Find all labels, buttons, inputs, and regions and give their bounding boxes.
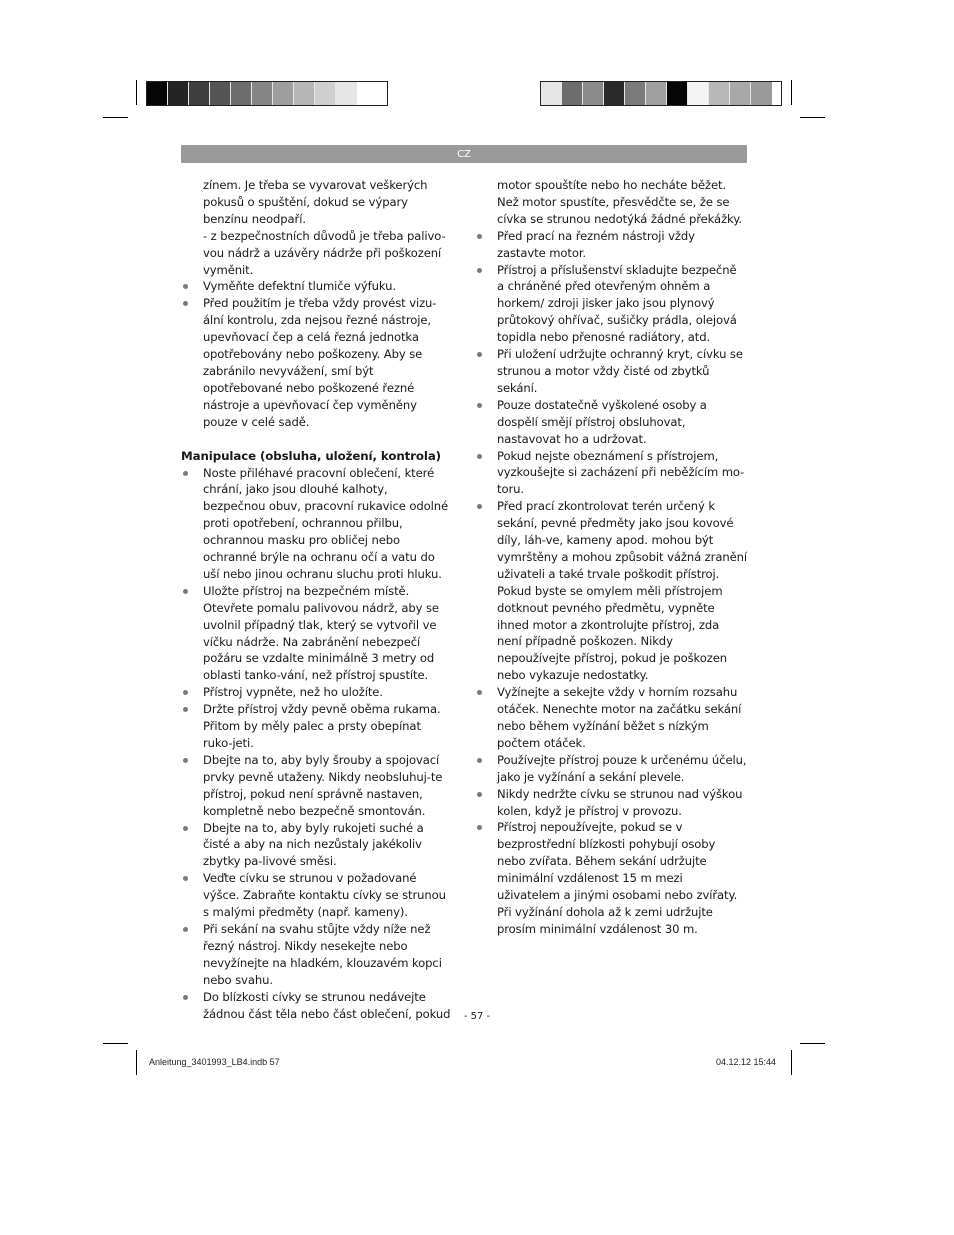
crop-mark — [791, 1050, 792, 1075]
color-swatch — [688, 82, 709, 105]
bullet-item: Přístroj a příslušenství skladujte bezpečně a chráněné před otevřeným ohněm a horkem/ zdroji jisker jako jsou plynový průtokový ohřívač, sušičky prádla, olejová topidla nebo přenosné radiátory, atd. — [475, 262, 747, 347]
bullet-item: Vyměňte defektní tlumiče výfuku. — [181, 278, 453, 295]
bullet-item: Před použitím je třeba vždy provést vizu-ální kontrolu, zda nejsou řezné nástroje, upevňovací čep a celá řezná jednotka opotřebovány nebo poškozeny. Aby se zabránilo nevyvážení, smí být opotřebované nebo poškozené řezné nástroje a upevňovací čep vyměněny pouze v celé sadě. — [181, 295, 453, 430]
bullet-item: Do blízkosti cívky se strunou nedávejte žádnou část těla nebo část oblečení, pokud — [181, 989, 453, 1023]
color-swatch — [667, 82, 688, 105]
page-number: - 57 - — [463, 1011, 491, 1022]
continuation-paragraph: motor spouštíte nebo ho necháte běžet. Než motor spustíte, přesvědčte se, že se cívka se strunou nedotýká žádné překážky. — [497, 178, 742, 226]
crop-mark — [136, 1050, 137, 1075]
color-swatch — [231, 82, 252, 105]
bullet-item: Pouze dostatečně vyškolené osoby a dospělí smějí přístroj obsluhovat, nastavovat ho a udržovat. — [475, 397, 747, 448]
bullet-item: Vyžínejte a sekejte vždy v horním rozsahu otáček. Nenechte motor na začátku sekání nebo během vyžínání běžet s nízkým počtem otáček. — [475, 684, 747, 752]
color-swatch — [751, 82, 772, 105]
color-swatch — [294, 82, 315, 105]
color-swatch — [336, 82, 357, 105]
crop-mark — [103, 117, 128, 118]
language-label: CZ — [457, 148, 471, 160]
crop-mark — [136, 80, 137, 105]
color-swatch — [147, 82, 168, 105]
bullet-item: Před prací na řezném nástroji vždy zastavte motor. — [475, 228, 747, 262]
bullet-item: Přístroj nepoužívejte, pokud se v bezprostřední blízkosti pohybují osoby nebo zvířata. Během sekání udržujte minimální vzdálenost 15 m mezi uživatelem a jinými osobami nebo zvířaty. Při vyžínání dohola až k zemi udržujte prosím minimální vzdálenost 30 m. — [475, 819, 747, 937]
color-swatch — [210, 82, 231, 105]
color-swatch — [541, 82, 562, 105]
color-swatch — [625, 82, 646, 105]
bullet-item: Noste přiléhavé pracovní oblečení, které chrání, jako jsou dlouhé kalhoty, bezpečnou obuv, pracovní rukavice odolné proti opotřebení, ochrannou přilbu, ochrannou masku pro obličej nebo ochranné brýle na ochranu očí a vatu do uší nebo jinou ochranu sluchu proti hluku. — [181, 465, 453, 583]
color-swatch — [604, 82, 625, 105]
print-footer-file: Anleitung_3401993_LB4.indb 57 — [149, 1057, 280, 1067]
right-text-column — [475, 177, 747, 938]
bullet-item: Přístroj vypněte, než ho uložíte. — [181, 684, 453, 701]
crop-mark — [791, 80, 792, 105]
continuation-paragraph: zínem. Je třeba se vyvarovat veškerých pokusů o spuštění, dokud se výpary benzínu neodpaří. — [203, 178, 428, 226]
color-swatch — [168, 82, 189, 105]
bullet-item: Při uložení udržujte ochranný kryt, cívku se strunou a motor vždy čisté od zbytků sekání. — [475, 346, 747, 397]
continuation-paragraph: - z bezpečnostních důvodů je třeba palivo-vou nádrž a uzávěry nádrže při poškození vyměnit. — [203, 228, 446, 277]
section-spacer — [181, 431, 453, 448]
crop-mark — [800, 1043, 825, 1044]
crop-mark — [103, 1043, 128, 1044]
color-swatch — [646, 82, 667, 105]
color-calibration-bar-left — [146, 81, 388, 106]
bullet-item: Používejte přístroj pouze k určenému účelu, jako je vyžínání a sekání plevele. — [475, 752, 747, 786]
color-swatch — [709, 82, 730, 105]
bullet-item: Dbejte na to, aby byly šrouby a spojovací prvky pevně utaženy. Nikdy neobsluhuj-te přístroj, pokud není správně nastaven, kompletně nebo bezpečně smontován. — [181, 752, 453, 820]
color-swatch — [273, 82, 294, 105]
bullet-item: Při sekání na svahu stůjte vždy níže než řezný nástroj. Nikdy nesekejte nebo nevyžínejte na hladkém, klouzavém kopci nebo svahu. — [181, 921, 453, 989]
bullet-item: Pokud nejste obeznámení s přístrojem, vyzkoušejte si zacházení při neběžícím mo-toru. — [475, 448, 747, 499]
print-footer-datetime: 04.12.12 15:44 — [716, 1057, 777, 1067]
bullet-item: Držte přístroj vždy pevně oběma rukama. Přitom by měly palec a prsty obepínat ruko-jeti. — [181, 701, 453, 752]
left-text-column — [181, 177, 453, 1022]
bullet-item: Uložte přístroj na bezpečném místě. Otevřete pomalu palivovou nádrž, aby se uvolnil případný tlak, který se vytvořil ve víčku nádrže. Na zabránění nebezpečí požáru se vzdalte minimálně 3 metry od oblasti tanko-vání, než přístroj spustíte. — [181, 583, 453, 684]
bullet-item: Před prací zkontrolovat terén určený k sekání, pevné předměty jako jsou kovové díly, láh-ve, kameny apod. mohou být vymrštěny a mohou způsobit vážná zranění uživateli a také trvale poškodit přístroj. Pokud byste se omylem měli přístrojem dotknout pevného předmětu, vypněte ihned motor a zkontrolujte přístroj, zda není případně poškozen. Nikdy nepoužívejte přístroj, pokud je poškozen nebo vykazuje nedostatky. — [475, 498, 747, 684]
color-swatch — [315, 82, 336, 105]
crop-mark — [800, 117, 825, 118]
color-swatch — [562, 82, 583, 105]
section-heading: Manipulace (obsluha, uložení, kontrola) — [181, 448, 441, 463]
language-header-bar — [181, 145, 747, 163]
color-swatch — [252, 82, 273, 105]
color-swatch — [189, 82, 210, 105]
bullet-item: Veďte cívku se strunou v požadované výšce. Zabraňte kontaktu cívky se strunou s malými předměty (např. kameny). — [181, 870, 453, 921]
color-swatch — [583, 82, 604, 105]
color-swatch — [730, 82, 751, 105]
bullet-item: Nikdy nedržte cívku se strunou nad výškou kolen, když je přístroj v provozu. — [475, 786, 747, 820]
color-calibration-bar-right — [540, 81, 782, 106]
bullet-item: Dbejte na to, aby byly rukojeti suché a čisté a aby na nich nezůstaly jakékoliv zbytky pa-livové směsi. — [181, 820, 453, 871]
color-swatch — [357, 82, 378, 105]
